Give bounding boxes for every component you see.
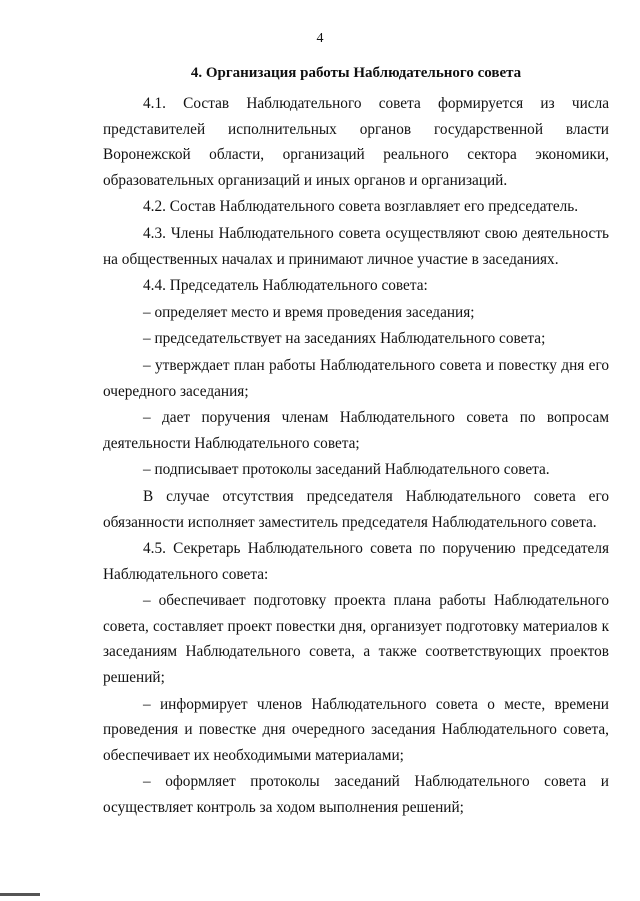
list-item: – председательствует на заседаниях Наблюдательного совета; [143,330,546,348]
list-item: – информирует членов Наблюдательного совета о месте, времени проведения и повестке дня очередного заседания Наблюдательного совета, обеспечивает их необходимыми материалами; [103,695,609,764]
paragraph-4-5: 4.5. Секретарь Наблюдательного совета по поручению председателя Наблюдательного совета: [103,540,609,583]
section-body [103,91,609,821]
paragraph-4-3: 4.3. Члены Наблюдательного совета осуществляют свою деятельность на общественных началах и принимают личное участие в заседаниях. [103,224,609,268]
section-heading: 4. Организация работы Наблюдательного совета [190,65,522,81]
paragraph-4-2: 4.2. Состав Наблюдательного совета возглавляет его председатель. [143,198,579,216]
paragraph-4-4: 4.4. Председатель Наблюдательного совета: [143,277,428,295]
paragraph-absence: В случае отсутствия председателя Наблюдательного совета его обязанности исполняет заместитель председателя Наблюдательного совета. [103,487,609,531]
list-item: – обеспечивает подготовку проекта плана работы Наблюдательного совета, составляет проект повестки дня, организует подготовку материалов к заседаниям Наблюдательного совета, а также соответствующих проектов решений; [103,592,609,687]
scan-edge-mark [0,893,40,896]
list-item: – подписывает протоколы заседаний Наблюдательного совета. [143,461,550,479]
paragraph-4-1: 4.1. Состав Наблюдательного совета формируется из числа представителей исполнительных органов государственной власти Воронежской области, организаций реального сектора экономики, образовательных организаций и иных органов и организаций. [103,95,609,189]
list-item: – дает поручения членам Наблюдательного совета по вопросам деятельности Наблюдательного совета; [103,409,609,452]
list-item: – оформляет протоколы заседаний Наблюдательного совета и осуществляет контроль за ходом выполнения решений; [103,773,609,817]
list-item: – определяет место и время проведения заседания; [143,303,475,321]
list-item: – утверждает план работы Наблюдательного совета и повестку дня его очередного заседания; [103,356,609,400]
page-number: 4 [316,31,324,46]
